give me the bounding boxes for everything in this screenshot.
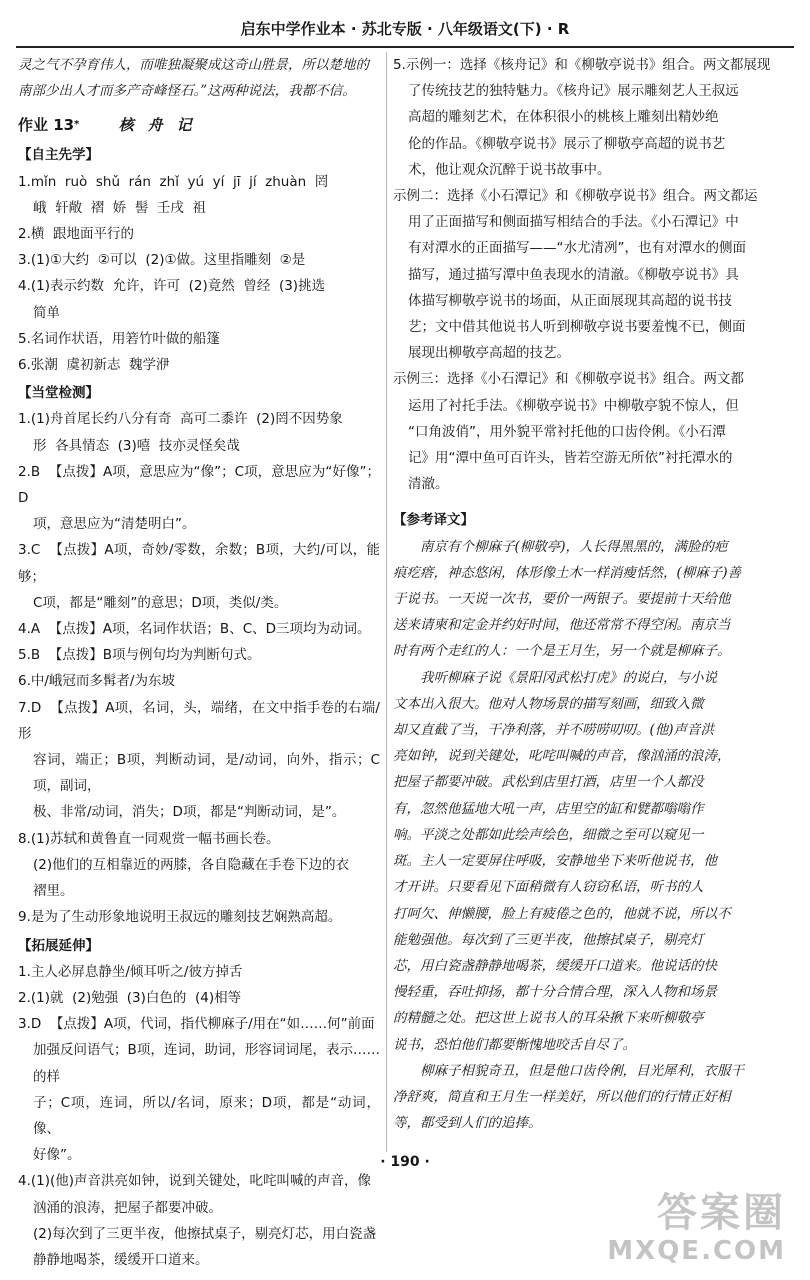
answer-line: 项，意思应为“清楚明白”。 — [33, 516, 196, 533]
translation-line: 痕疙瘩，神态悠闲，体形像土木一样消瘦恬然，(柳麻子)善 — [393, 564, 742, 581]
translation-line: 能勉强他。每次到了三更半夜，他擦拭桌子，剔亮灯 — [393, 931, 704, 948]
translation-line: 南京有个柳麻子(柳敬亭)，人长得黑黑的，满脸的疤 — [420, 538, 728, 555]
answer-line: 容词，端正；B项，判断动词，是/动词，向外，指示；C项，副词， — [33, 752, 380, 795]
answer-line: C项，都是“雕刻”的意思；D项，类似/类。 — [33, 594, 288, 611]
answer-line: 加强反问语气；B项，连词，助词，形容词词尾，表示……的样 — [33, 1042, 380, 1085]
translation-line: 才开讲。只要看见下面稍微有人窃窃私语，听书的人 — [393, 879, 704, 896]
answer-line: 3.C 【点拨】A项，奇妙/零数，余数；B项，大约/可以，能够； — [18, 542, 380, 585]
answer-line: 1.(1)舟首尾长约八分有奇 高可二黍许 (2)罔不因势象 — [18, 411, 343, 428]
answer-line: 了传统技艺的独特魅力。《核舟记》展示雕刻艺人王叔远 — [408, 83, 739, 100]
answer-line: 2.横 跟地面平行的 — [18, 226, 134, 243]
section-heading: 【当堂检测】 — [18, 385, 99, 402]
answer-line: 4.(1)(他)声音洪亮如钟，说到关键处，叱咤叫喊的声音，像 — [18, 1173, 372, 1190]
homework-label: 作业 — [18, 116, 49, 135]
answer-line: 记》用“潭中鱼可百许头，皆若空游无所依”衬托潭水的 — [408, 450, 733, 467]
translation-line: 斑。主人一定要屏住呼吸，安静地坐下来听他说书，他 — [393, 853, 717, 870]
answer-sections — [18, 142, 380, 1273]
translation-line: 于说书。一天说一次书，要价一两银子。要提前十天给他 — [393, 591, 731, 608]
answer-line: 运用了衬托手法。《柳敬亭说书》中柳敬亭貌不惊人，但 — [408, 397, 739, 414]
translation-line: 打呵欠、伸懒腰，脸上有疲倦之色的，他就不说，所以不 — [393, 905, 731, 922]
translation-line: 慢轻重，吞吐抑扬，都十分合情合理，深入人物和场景 — [393, 984, 717, 1001]
answer-5-examples — [393, 52, 785, 497]
answer-line: (2)每次到了三更半夜，他擦拭桌子，剔亮灯芯，用白瓷盏 — [33, 1225, 377, 1242]
answer-line: 5.B 【点拨】B项与例句均为判断句式。 — [18, 647, 261, 664]
answer-line: 简单 — [33, 304, 60, 321]
reference-translation — [393, 534, 785, 1137]
translation-line: 柳麻子相貌奇丑，但是他口齿伶俐，目光犀利，衣服干 — [420, 1062, 744, 1079]
section-heading: 【拓展延伸】 — [18, 937, 99, 954]
answer-line: 2.(1)就 (2)勉强 (3)白色的 (4)相等 — [18, 989, 242, 1006]
answer-line: 艺；文中借其他说书人听到柳敬亭说书要羞愧不已，侧面 — [408, 319, 746, 336]
translation-line: 文本出入很大。他对人物场景的描写刻画，细致入微 — [393, 695, 704, 712]
translation-line: 说书，恐怕他们都要惭愧地咬舌自尽了。 — [393, 1036, 636, 1053]
answer-line: 1.主人必屏息静坐/倾耳听之/彼方掉舌 — [18, 963, 243, 980]
answer-line: 有对潭水的正面描写——“水尤清冽”，也有对潭水的侧面 — [408, 240, 746, 257]
intro-line: 灵之气不孕育伟人，而唯独凝聚成这奇山胜景，所以楚地的 — [18, 57, 369, 73]
watermark-logo — [586, 1190, 786, 1274]
translation-heading: 【参考译文】 — [393, 512, 474, 529]
translation-line: 送来请柬和定金并约好时间，他还常常不得空闲。南京当 — [393, 617, 731, 634]
answer-line: 褶里。 — [33, 883, 74, 900]
translation-line: 有，忽然他猛地大吼一声，店里空的缸和甓都嗡嗡作 — [393, 800, 704, 817]
answer-line: 9.是为了生动形象地说明王叔远的雕刻技艺娴熟高超。 — [18, 909, 342, 926]
homework-star: * — [74, 119, 80, 131]
answer-line: “口角波俏”，用外貌平常衬托他的口齿伶俐。《小石潭 — [408, 423, 726, 440]
answer-line: 4.(1)表示约数 允许，许可 (2)竟然 曾经 (3)挑选 — [18, 278, 326, 295]
answer-line: 术，他让观众沉醉于说书故事中。 — [408, 161, 611, 178]
answer-line: 3.(1)①大约 ②可以 (2)①做。这里指雕刻 ②是 — [18, 252, 306, 269]
intro-line: 南部少出人才而多产奇峰怪石。”这两种说法，我都不信。 — [18, 83, 356, 100]
page-number: · 190 · — [380, 1154, 430, 1170]
answer-line: 静静地喝茶，缓缓开口道来。 — [33, 1251, 209, 1268]
answer-line: 伦的作品。《柳敬亭说书》展示了柳敬亭高超的说书艺 — [408, 135, 726, 152]
lesson-name: 核舟记 — [118, 116, 206, 135]
translation-line: 等，都受到人们的追捧。 — [393, 1115, 542, 1132]
answer-line: 示例三：选择《小石潭记》和《柳敬亭说书》组合。两文都 — [393, 371, 744, 388]
translation-line: 我听柳麻子说《景阳冈武松打虎》的说白，与小说 — [420, 669, 717, 686]
answer-line: 7.D 【点拨】A项，名词，头，端绪，在文中指手卷的右端/形 — [18, 699, 380, 742]
answer-line: 6.张潮 虞初新志 魏学洢 — [18, 357, 170, 374]
section-heading: 【自主先学】 — [18, 147, 99, 164]
left-column — [18, 52, 380, 1268]
translation-line: 亮如钟，说到关键处，叱咤叫喊的声音，像汹涌的浪涛， — [393, 748, 731, 765]
answer-line: 6.中/峨冠而多髯者/为东坡 — [18, 673, 175, 690]
answer-line: 5.示例一：选择《核舟记》和《柳敬亭说书》组合。两文都展现 — [393, 57, 771, 73]
translation-line: 把屋子都要冲破。武松到店里打酒，店里一个人都没 — [393, 774, 704, 791]
right-column — [393, 52, 785, 1150]
translation-line: 响。平淡之处都如此绘声绘色，细微之至可以窥见一 — [393, 826, 704, 843]
translation-line: 净舒爽，简直和王月生一样美好，所以他们的行情正好相 — [393, 1088, 731, 1105]
answer-line: 好像”。 — [33, 1147, 81, 1164]
answer-line: 4.A 【点拨】A项，名词作状语；B、C、D三项均为动词。 — [18, 621, 371, 638]
column-divider — [386, 52, 387, 1152]
answer-line: 1.mǐn ruò shǔ rán zhǐ yú yí jī jí zhuàn 罔 — [18, 173, 329, 190]
answer-line: 5.名词作状语，用箬竹叶做的船篷 — [18, 330, 220, 347]
answer-line: 体描写柳敬亭说书的场面，从正面展现其高超的说书技 — [408, 292, 732, 309]
answer-line: 2.B 【点拨】A项，意思应为“像”；C项，意思应为“好像”；D — [18, 463, 380, 507]
answer-line: 汹涌的浪涛，把屋子都要冲破。 — [33, 1199, 222, 1216]
answer-line: 描写，通过描写潭中鱼表现水的清澈。《柳敬亭说书》具 — [408, 266, 739, 283]
answer-line: 3.D 【点拨】A项，代词，指代柳麻子/用在“如……何”前面 — [18, 1016, 375, 1033]
running-header: 启东中学作业本 · 苏北专版 · 八年级语文(下) · R — [240, 20, 570, 38]
answer-line: 示例二：选择《小石潭记》和《柳敬亭说书》组合。两文都运 — [393, 188, 758, 205]
answer-line: 形 各具情态 (3)嘻 技亦灵怪矣哉 — [33, 437, 240, 454]
answer-line: (2)他们的互相靠近的两膝，各自隐藏在手卷下边的衣 — [33, 856, 350, 873]
answer-line: 极、非常/动词，消失；D项，都是“判断动词，是”。 — [33, 804, 346, 821]
watermark-url: MXQE.COM — [607, 1236, 786, 1266]
answer-line: 子；C项，连词，所以/名词，原来；D项，都是“动词，像、 — [33, 1094, 380, 1137]
answer-line: 8.(1)苏轼和黄鲁直一同观赏一幅书画长卷。 — [18, 830, 280, 847]
homework-title — [18, 112, 380, 138]
translation-line: 的精髓之处。把这世上说书人的耳朵揪下来听柳敬亭 — [393, 1010, 704, 1027]
homework-number: 13 — [53, 116, 75, 135]
translation-line: 时有两个走红的人：一个是王月生，另一个就是柳麻子。 — [393, 643, 731, 660]
translation-line: 却又直截了当，干净利落，并不唠唠叨叨。(他)声音洪 — [393, 722, 715, 739]
answer-line: 清澈。 — [408, 476, 449, 493]
header-rule — [16, 46, 794, 48]
answer-line: 展现出柳敬亭高超的技艺。 — [408, 345, 570, 362]
watermark-text: 答案圈 — [657, 1190, 786, 1236]
translation-line: 芯，用白瓷盏静静地喝茶，缓缓开口道来。他说话的快 — [393, 957, 717, 974]
answer-line: 用了正面描写和侧面描写相结合的手法。《小石潭记》中 — [408, 214, 739, 231]
answer-line: 峨 轩敞 褶 娇 髻 壬戌 祖 — [33, 199, 206, 216]
answer-line: 高超的雕刻艺术，在体积很小的桃核上雕刻出精妙绝 — [408, 109, 719, 126]
